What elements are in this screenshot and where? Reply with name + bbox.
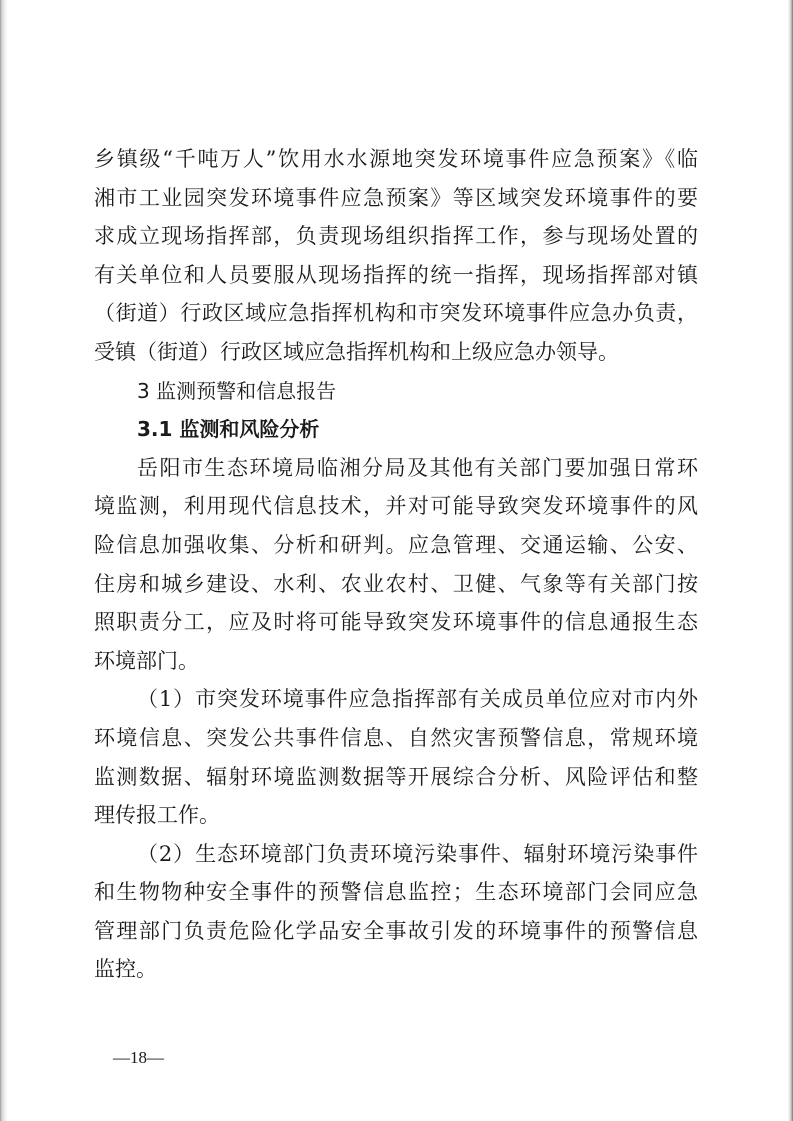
- text-line: 岳阳市生态环境局临湘分局及其他有关部门要加强日常环: [137, 455, 698, 480]
- continuation-paragraph: [94, 140, 698, 372]
- text-line: 管理部门负责危险化学品安全事故引发的环境事件的预警信息: [94, 918, 698, 943]
- text-line: 监控。: [94, 957, 157, 982]
- text-line: 受镇（街道）行政区域应急指挥机构和上级应急办领导。: [94, 339, 619, 364]
- section-heading: 3 监测预警和信息报告: [137, 378, 337, 403]
- subsection-heading: 3.1 监测和风险分析: [137, 417, 320, 442]
- paragraph-monitoring: [94, 449, 698, 681]
- scan-shadow-left: [0, 0, 8, 1121]
- text-line: （1）市突发环境事件应急指挥部有关成员单位应对市内外: [137, 687, 698, 712]
- text-line: 和生物物种安全事件的预警信息监控；生态环境部门会同应急: [94, 880, 698, 905]
- text-line: 环境部门。: [94, 648, 199, 673]
- text-line: 有关单位和人员要服从现场指挥的统一指挥，现场指挥部对镇: [94, 262, 698, 287]
- list-item-2: [94, 835, 698, 989]
- text-line: 照职责分工，应及时将可能导致突发环境事件的信息通报生态: [94, 610, 698, 635]
- text-line: 湘市工业园突发环境事件应急预案》等区域突发环境事件的要: [94, 185, 698, 210]
- list-item-1: [94, 680, 698, 834]
- text-line: 险信息加强收集、分析和研判。应急管理、交通运输、公安、: [94, 532, 698, 557]
- text-line: 理传报工作。: [94, 803, 220, 828]
- text-line: （街道）行政区域应急指挥机构和市突发环境事件应急办负责，: [94, 301, 698, 326]
- scan-shadow-right: [788, 0, 793, 1121]
- text-line: 求成立现场指挥部，负责现场组织指挥工作，参与现场处置的: [94, 224, 698, 249]
- text-line: 住房和城乡建设、水利、农业农村、卫健、气象等有关部门按: [94, 571, 698, 596]
- page-number: —18—: [113, 1048, 164, 1067]
- text-line: 环境信息、突发公共事件信息、自然灾害预警信息，常规环境: [94, 725, 698, 750]
- text-line: 监测数据、辐射环境监测数据等开展综合分析、风险评估和整: [94, 764, 698, 789]
- text-line: 乡镇级“千吨万人”饮用水水源地突发环境事件应急预案》《临: [94, 147, 698, 171]
- text-line: （2）生态环境部门负责环境污染事件、辐射环境污染事件: [137, 841, 698, 866]
- text-line: 境监测，利用现代信息技术，并对可能导致突发环境事件的风: [94, 494, 698, 519]
- document-body: [94, 140, 698, 989]
